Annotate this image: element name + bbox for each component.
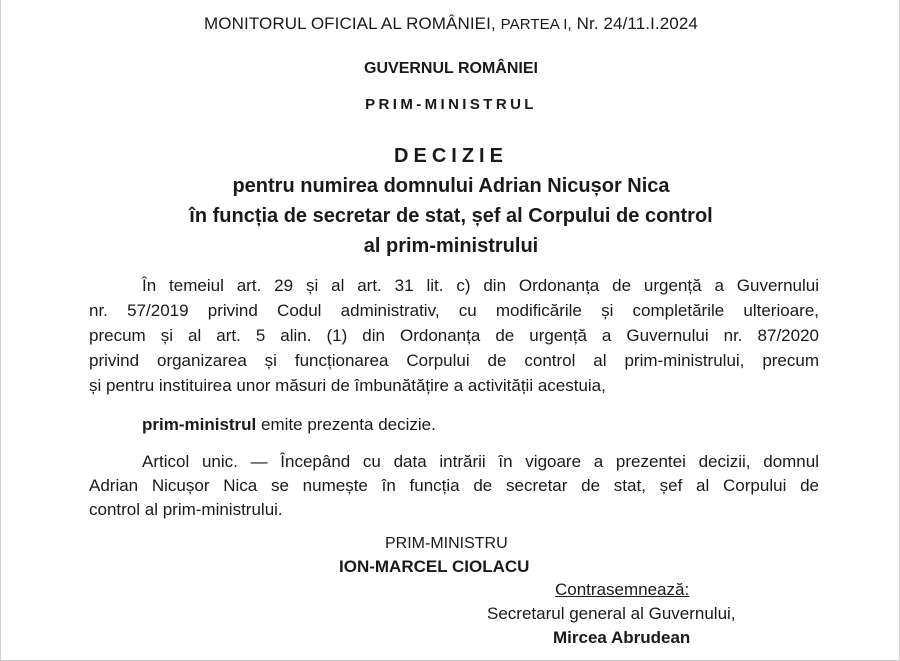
document-title-line: pentru numirea domnului Adrian Nicușor Nica (232, 175, 670, 197)
document-type: DECIZIE (394, 145, 508, 167)
document-title-line: al prim-ministrului (363, 235, 539, 257)
publication-name: MONITORUL OFICIAL AL ROMÂNIEI, (204, 14, 496, 33)
emits-text: emite prezenta decizie. (256, 415, 436, 434)
article-line: Adrian Nicușor Nica se numește în funcția de secretar de stat, șef al Corpului de (89, 476, 819, 495)
countersign-name: Mircea Abrudean (553, 628, 691, 647)
preamble-line: nr. 57/2019 privind Codul administrativ, cu modificările și completările ulterioare, (89, 301, 819, 320)
government-heading: GUVERNUL ROMÂNIEI (364, 60, 538, 77)
emits-statement (142, 415, 436, 435)
preamble-line: În temeiul art. 29 și al art. 31 lit. c) din Ordonanța de urgență a Guvernului (142, 276, 819, 295)
prime-minister-heading: PRIM-MINISTRUL (365, 96, 537, 113)
document-title-line: în funcția de secretar de stat, șef al Corpului de control (189, 205, 713, 227)
signatory-name: ION-MARCEL CIOLACU (339, 557, 530, 576)
publication-part: PARTEA I, (500, 16, 572, 33)
preamble-line: și pentru instituirea unor măsuri de îmbunătățire a activității acestuia, (89, 376, 606, 395)
countersign-label: Contrasemnează: (555, 580, 690, 599)
issue-number: Nr. 24/11.I.2024 (576, 14, 698, 33)
article-line: Articol unic. — Începând cu data intrării în vigoare a prezentei decizii, domnul (142, 452, 819, 471)
gazette-header (1, 14, 900, 34)
article-line: control al prim-ministrului. (89, 500, 283, 519)
emits-subject: prim-ministrul (142, 415, 257, 434)
signatory-title: PRIM-MINISTRU (385, 535, 508, 552)
preamble-line: privind organizarea și funcționarea Corpului de control al prim-ministrului, precum (89, 351, 819, 370)
preamble-line: precum și al art. 5 alin. (1) din Ordonanța de urgență a Guvernului nr. 87/2020 (89, 326, 819, 345)
countersign-role: Secretarul general al Guvernului, (487, 604, 736, 623)
